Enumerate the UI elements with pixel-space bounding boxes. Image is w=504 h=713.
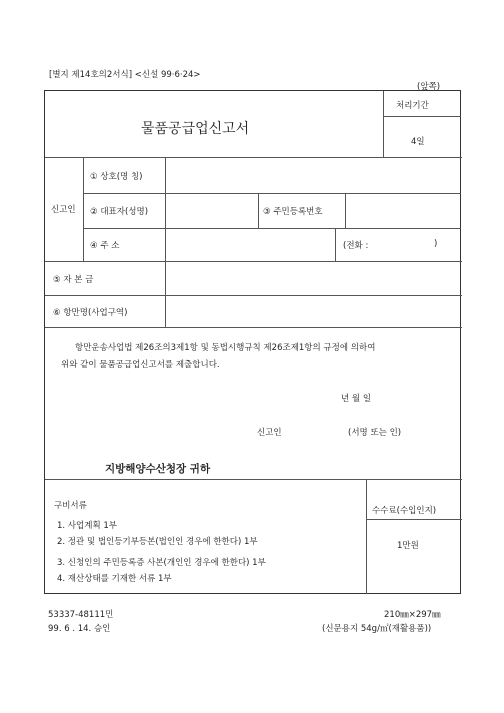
representative-label: ② 대표자(성명) [90, 207, 149, 217]
processing-period-label: 처리기간 [396, 101, 429, 111]
addressee: 지방해양수산청장 귀하 [105, 463, 211, 475]
business-name-label: ① 상호(명 칭) [90, 172, 143, 182]
document-item: 4. 재산상태를 기재한 서류 1부 [57, 574, 172, 584]
fee-value: 1만원 [397, 541, 419, 551]
phone-label: (전화 : [343, 241, 369, 251]
capital-label: ⑤ 자 본 금 [53, 275, 94, 285]
paper-type: (신문용지 54g/㎡(재활용품)) [322, 624, 432, 634]
side-note: (앞쪽) [417, 82, 441, 92]
form-title: 물품공급업신고서 [141, 121, 250, 137]
statement-line-1: 항만운송사업법 제26조의3제1항 및 동법시행규칙 제26조제1항의 규정에 의하여 [75, 343, 376, 353]
signer-note: (서명 또는 인) [348, 428, 402, 438]
reporter-section-label: 신고인 [51, 205, 76, 215]
approval-date: 99. 6 . 14. 승인 [48, 624, 111, 634]
document-item: 1. 사업계획 1부 [57, 521, 117, 531]
processing-period-value: 4일 [411, 137, 425, 147]
address-label: ④ 주 소 [90, 241, 120, 251]
phone-close: ) [434, 239, 438, 249]
fee-label: 수수료(수입인지) [372, 506, 437, 516]
document-item: 2. 정관 및 법인등기부등본(법인인 경우에 한한다) 1부 [57, 537, 258, 547]
paper-size: 210㎜×297㎜ [384, 610, 441, 620]
report-form [44, 90, 461, 594]
port-label: ⑥ 항만명(사업구역) [53, 308, 128, 318]
signer-label: 신고인 [257, 428, 282, 438]
date-line: 년 월 일 [341, 394, 372, 404]
documents-title: 구비서류 [54, 501, 87, 511]
resident-number-label: ③ 주민등록번호 [263, 207, 323, 217]
form-reference: [별지 제14호의2서식] <신설 99·6·24> [49, 70, 201, 80]
document-item: 3. 신청인의 주민등록증 사본(개인인 경우에 한한다) 1부 [57, 558, 266, 568]
form-code: 53337-48111민 [48, 610, 114, 620]
statement-line-2: 위와 같이 물품공급업신고서를 제출합니다. [61, 360, 220, 370]
